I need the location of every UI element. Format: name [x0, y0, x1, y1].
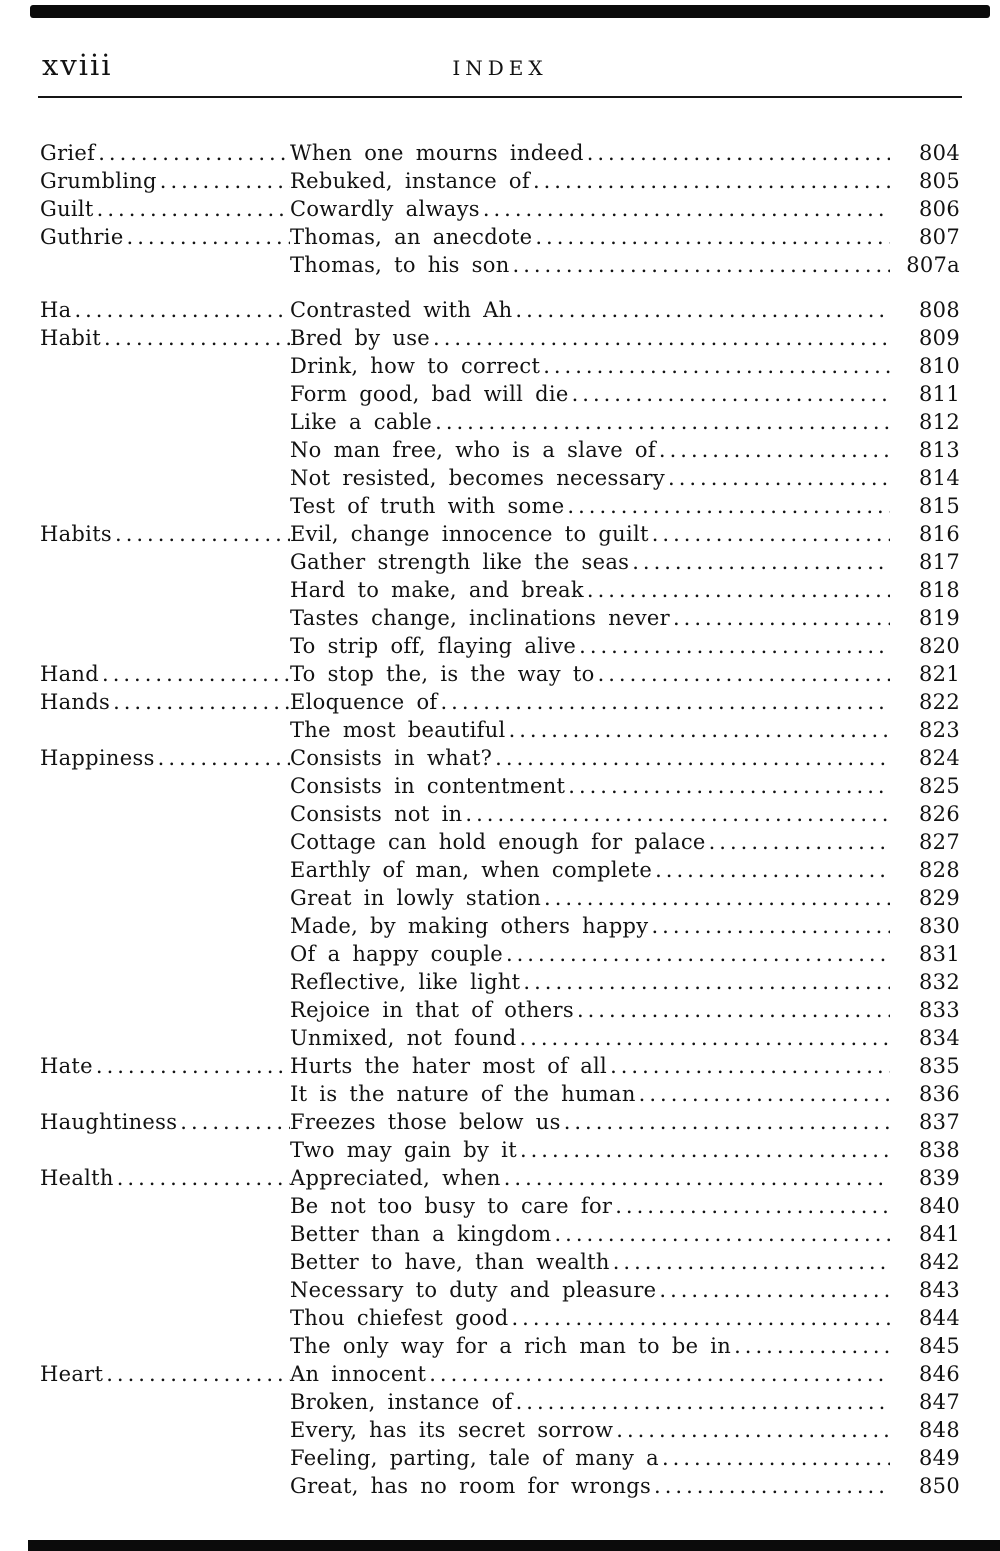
index-page-number: 824 [919, 746, 960, 770]
index-term-cell [40, 296, 290, 324]
index-desc: Two may gain by it [290, 1138, 517, 1162]
desc-leader-dots [523, 968, 890, 996]
index-desc: An innocent [290, 1362, 427, 1386]
desc-leader-dots [533, 167, 890, 195]
index-desc-cell [290, 1472, 890, 1500]
desc-leader-dots [572, 380, 890, 408]
index-desc: No man free, who is a slave of [290, 438, 656, 462]
index-page-number: 810 [919, 354, 960, 378]
index-desc: Consists in contentment [290, 774, 566, 798]
desc-leader-dots [513, 251, 890, 279]
index-desc: Like a cable [290, 410, 433, 434]
index-desc-cell [290, 1136, 890, 1164]
index-row [40, 436, 960, 464]
desc-leader-dots [506, 940, 890, 968]
desc-leader-dots [483, 195, 890, 223]
index-page-number: 817 [919, 550, 960, 574]
desc-leader-dots [668, 464, 890, 492]
index-row [40, 1108, 960, 1136]
index-desc-cell [290, 296, 890, 324]
desc-leader-dots [520, 1136, 890, 1164]
index-desc: Tastes change, inclinations never [290, 606, 670, 630]
index-desc: Rejoice in that of others [290, 998, 574, 1022]
term-leader-dots [160, 167, 290, 195]
index-term-cell [40, 139, 290, 167]
index-desc-cell [290, 1276, 890, 1304]
index-page-number: 837 [919, 1110, 960, 1134]
index-row [40, 688, 960, 716]
index-desc: Earthly of man, when complete [290, 858, 653, 882]
index-row [40, 464, 960, 492]
term-leader-dots [104, 324, 290, 352]
index-row [40, 139, 960, 167]
desc-leader-dots [654, 1472, 890, 1500]
index-row [40, 1360, 960, 1388]
index-row [40, 1444, 960, 1472]
index-desc-cell [290, 828, 890, 856]
index-page-number: 812 [919, 410, 960, 434]
page-title: INDEX [452, 56, 548, 80]
index-row [40, 380, 960, 408]
index-desc: Drink, how to correct [290, 354, 541, 378]
index-row [40, 195, 960, 223]
index-group [40, 296, 960, 1500]
index-term-cell [40, 744, 290, 772]
index-desc: Great, has no room for wrongs [290, 1474, 652, 1498]
index-desc: Gather strength like the seas [290, 550, 630, 574]
index-row [40, 772, 960, 800]
index-page-number: 848 [919, 1418, 960, 1442]
index-term: Habits [40, 522, 113, 546]
index-desc: Necessary to duty and pleasure [290, 1278, 657, 1302]
index-desc: Made, by making others happy [290, 914, 649, 938]
index-page-number: 813 [919, 438, 960, 462]
index-page-number: 822 [919, 690, 960, 714]
index-desc-cell [290, 1304, 890, 1332]
scan-artifact-top-bar [30, 5, 990, 18]
index-desc: Rebuked, instance of [290, 169, 530, 193]
index-desc: Of a happy couple [290, 942, 503, 966]
index-row [40, 1136, 960, 1164]
term-leader-dots [96, 1052, 290, 1080]
index-desc-cell [290, 167, 890, 195]
index-term: Guthrie [40, 225, 124, 249]
index-desc: Eloquence of [290, 690, 438, 714]
index-row [40, 632, 960, 660]
index-desc-cell [290, 251, 890, 279]
desc-leader-dots [659, 1276, 890, 1304]
index-group [40, 139, 960, 279]
desc-leader-dots [504, 1164, 890, 1192]
index-desc-cell [290, 1164, 890, 1192]
index-page-number: 850 [919, 1474, 960, 1498]
desc-leader-dots [577, 996, 890, 1024]
index-page-number: 849 [919, 1446, 960, 1470]
index-term: Grief [40, 141, 96, 165]
desc-leader-dots [465, 800, 890, 828]
index-desc-cell [290, 1052, 890, 1080]
index-row [40, 576, 960, 604]
desc-leader-dots [515, 296, 890, 324]
desc-leader-dots [535, 223, 890, 251]
index-desc-cell [290, 195, 890, 223]
desc-leader-dots [709, 828, 890, 856]
index-desc-cell [290, 1080, 890, 1108]
index-desc-cell [290, 436, 890, 464]
term-leader-dots [127, 223, 290, 251]
index-desc-cell [290, 604, 890, 632]
index-row [40, 296, 960, 324]
index-page-number: 823 [919, 718, 960, 742]
index-page-number: 841 [919, 1222, 960, 1246]
term-leader-dots [98, 139, 290, 167]
index-desc: Cottage can hold enough for palace [290, 830, 706, 854]
index-row [40, 324, 960, 352]
index-desc-cell [290, 716, 890, 744]
index-row [40, 1276, 960, 1304]
index-desc: To strip off, flaying alive [290, 634, 577, 658]
index-page-number: 821 [919, 662, 960, 686]
index-desc-cell [290, 940, 890, 968]
index-desc-cell [290, 464, 890, 492]
index-desc: Evil, change innocence to guilt [290, 522, 649, 546]
desc-leader-dots [662, 1444, 890, 1472]
index-page-number: 818 [919, 578, 960, 602]
index-desc-cell [290, 996, 890, 1024]
index-term: Haughtiness [40, 1110, 178, 1134]
index-row [40, 167, 960, 195]
index-row [40, 912, 960, 940]
index-desc-cell [290, 1220, 890, 1248]
index-row [40, 940, 960, 968]
index-row [40, 1388, 960, 1416]
index-desc: Great in lowly station [290, 886, 542, 910]
index-desc: Cowardly always [290, 197, 480, 221]
header-rule [38, 96, 962, 98]
desc-leader-dots [587, 139, 890, 167]
index-desc-cell [290, 744, 890, 772]
index-page-number: 832 [919, 970, 960, 994]
index-desc: Unmixed, not found [290, 1026, 517, 1050]
index-row [40, 800, 960, 828]
desc-leader-dots [639, 1080, 890, 1108]
index-desc: Broken, instance of [290, 1390, 513, 1414]
index-term-cell [40, 223, 290, 251]
desc-leader-dots [429, 1360, 890, 1388]
index-page-number: 819 [919, 606, 960, 630]
desc-leader-dots [516, 1388, 890, 1416]
index-row [40, 408, 960, 436]
index-page-number: 842 [919, 1250, 960, 1274]
desc-leader-dots [734, 1332, 890, 1360]
index-desc: Form good, bad will die [290, 382, 569, 406]
index-desc: The most beautiful [290, 718, 506, 742]
index-page-number: 830 [919, 914, 960, 938]
index-page-number: 839 [919, 1166, 960, 1190]
index-desc-cell [290, 492, 890, 520]
index-desc-cell [290, 660, 890, 688]
desc-leader-dots [659, 436, 890, 464]
desc-leader-dots [554, 1220, 890, 1248]
index-row [40, 1332, 960, 1360]
index-desc: Hurts the hater most of all [290, 1054, 608, 1078]
desc-leader-dots [655, 856, 890, 884]
index-row [40, 1220, 960, 1248]
desc-leader-dots [511, 1304, 890, 1332]
index-desc: Test of truth with some [290, 494, 565, 518]
desc-leader-dots [433, 324, 890, 352]
index-desc-cell [290, 223, 890, 251]
index-desc: Better to have, than wealth [290, 1250, 610, 1274]
index-desc-cell [290, 968, 890, 996]
index-term: Heart [40, 1362, 104, 1386]
index-desc: Consists in what? [290, 746, 493, 770]
index-page-number: 833 [919, 998, 960, 1022]
desc-leader-dots [610, 1052, 890, 1080]
index-desc: It is the nature of the human [290, 1082, 636, 1106]
desc-leader-dots [587, 576, 890, 604]
index-desc: Thomas, an anecdote [290, 225, 533, 249]
index-desc: Thomas, to his son [290, 253, 510, 277]
index-desc-cell [290, 1108, 890, 1136]
index-row [40, 856, 960, 884]
index-row [40, 1080, 960, 1108]
index-page-number: 806 [919, 197, 960, 221]
index-desc: Feeling, parting, tale of many a [290, 1446, 659, 1470]
index-page-number: 811 [919, 382, 960, 406]
index-term: Grumbling [40, 169, 157, 193]
index-desc: Better than a kingdom [290, 1222, 552, 1246]
desc-leader-dots [613, 1248, 890, 1276]
index-page-number: 838 [919, 1138, 960, 1162]
index-row [40, 1248, 960, 1276]
index-desc: Thou chiefest good [290, 1306, 509, 1330]
desc-leader-dots [651, 912, 890, 940]
index-desc: Be not too busy to care for [290, 1194, 613, 1218]
index-desc-cell [290, 380, 890, 408]
index-page-number: 805 [919, 169, 960, 193]
desc-leader-dots [509, 716, 890, 744]
index-page-number: 844 [919, 1306, 960, 1330]
index-page-number: 825 [919, 774, 960, 798]
scan-artifact-bottom-bar [28, 1540, 1000, 1551]
index-desc-cell [290, 520, 890, 548]
term-leader-dots [102, 660, 290, 688]
index-desc-cell [290, 408, 890, 436]
index-desc: Every, has its secret sorrow [290, 1418, 614, 1442]
index-page-number: 816 [919, 522, 960, 546]
index-desc: When one mourns indeed [290, 141, 584, 165]
term-leader-dots [97, 195, 290, 223]
index-desc-cell [290, 1332, 890, 1360]
index-row [40, 1164, 960, 1192]
index-row [40, 1024, 960, 1052]
index-desc-cell [290, 1192, 890, 1220]
index-desc-cell [290, 800, 890, 828]
desc-leader-dots [441, 688, 891, 716]
index-desc-cell [290, 1388, 890, 1416]
index-desc-cell [290, 688, 890, 716]
index-desc-cell [290, 856, 890, 884]
index-desc-cell [290, 139, 890, 167]
index-desc-cell [290, 1024, 890, 1052]
index-row [40, 223, 960, 251]
index-row [40, 548, 960, 576]
index-desc: Consists not in [290, 802, 463, 826]
index-desc-cell [290, 1248, 890, 1276]
desc-leader-dots [579, 632, 890, 660]
index-desc: Appreciated, when [290, 1166, 501, 1190]
desc-leader-dots [564, 1108, 890, 1136]
index-term-cell [40, 1164, 290, 1192]
index-term: Habit [40, 326, 101, 350]
index-row [40, 1472, 960, 1500]
term-leader-dots [180, 1108, 290, 1136]
index-term: Happiness [40, 746, 155, 770]
index-row [40, 1192, 960, 1220]
index-desc-cell [290, 1444, 890, 1472]
index-page-number: 836 [919, 1082, 960, 1106]
desc-leader-dots [652, 520, 890, 548]
term-leader-dots [113, 688, 290, 716]
index-page-number: 814 [919, 466, 960, 490]
index-desc-cell [290, 576, 890, 604]
index-page-number: 826 [919, 802, 960, 826]
index-page-number: 835 [919, 1054, 960, 1078]
index-row [40, 996, 960, 1024]
index-desc-cell [290, 1416, 890, 1444]
index-page-number: 804 [919, 141, 960, 165]
index-term: Guilt [40, 197, 94, 221]
index-term-cell [40, 520, 290, 548]
index-desc: Hard to make, and break [290, 578, 584, 602]
desc-leader-dots [567, 492, 890, 520]
index-desc-cell [290, 912, 890, 940]
index-term: Hand [40, 662, 100, 686]
index-row [40, 520, 960, 548]
index-term: Hands [40, 690, 111, 714]
index-row [40, 1052, 960, 1080]
index-row [40, 352, 960, 380]
index-desc: The only way for a rich man to be in [290, 1334, 732, 1358]
index-term: Health [40, 1166, 114, 1190]
index-page-number: 809 [919, 326, 960, 350]
index-desc: Freezes those below us [290, 1110, 561, 1134]
index-row [40, 744, 960, 772]
index-term-cell [40, 167, 290, 195]
index-page-number: 834 [919, 1026, 960, 1050]
index-desc-cell [290, 324, 890, 352]
index-row [40, 968, 960, 996]
index-page-number: 829 [919, 886, 960, 910]
index-page-number: 840 [919, 1194, 960, 1218]
index-page-number: 807 [919, 225, 960, 249]
index-desc-cell [290, 1360, 890, 1388]
index-desc-cell [290, 548, 890, 576]
index-desc: Reflective, like light [290, 970, 521, 994]
desc-leader-dots [435, 408, 890, 436]
index-row [40, 1304, 960, 1332]
term-leader-dots [115, 520, 290, 548]
desc-leader-dots [615, 1192, 890, 1220]
term-leader-dots [106, 1360, 290, 1388]
index-desc-cell [290, 632, 890, 660]
term-leader-dots [74, 296, 290, 324]
index-row [40, 660, 960, 688]
index-page-number: 843 [919, 1278, 960, 1302]
index-term-cell [40, 688, 290, 716]
index-list [40, 139, 960, 1517]
index-page-number: 807a [906, 253, 960, 277]
index-page-number: 815 [919, 494, 960, 518]
desc-leader-dots [598, 660, 890, 688]
folio-number: xviii [42, 48, 113, 82]
index-term: Hate [40, 1054, 93, 1078]
index-term-cell [40, 1052, 290, 1080]
desc-leader-dots [495, 744, 890, 772]
desc-leader-dots [544, 884, 890, 912]
index-row [40, 828, 960, 856]
index-term-cell [40, 1108, 290, 1136]
index-desc-cell [290, 884, 890, 912]
desc-leader-dots [632, 548, 890, 576]
term-leader-dots [158, 744, 290, 772]
index-row [40, 492, 960, 520]
index-term: Ha [40, 298, 72, 322]
index-term-cell [40, 660, 290, 688]
index-desc: Bred by use [290, 326, 431, 350]
index-term-cell [40, 195, 290, 223]
index-desc-cell [290, 352, 890, 380]
index-row [40, 1416, 960, 1444]
index-page-number: 831 [919, 942, 960, 966]
index-page-number: 847 [919, 1390, 960, 1414]
index-row [40, 716, 960, 744]
index-desc: Contrasted with Ah [290, 298, 513, 322]
index-page-number: 820 [919, 634, 960, 658]
index-desc-cell [290, 772, 890, 800]
index-term-cell [40, 1360, 290, 1388]
desc-leader-dots [520, 1024, 890, 1052]
index-page-number: 846 [919, 1362, 960, 1386]
desc-leader-dots [673, 604, 890, 632]
term-leader-dots [117, 1164, 290, 1192]
index-page-number: 845 [919, 1334, 960, 1358]
index-row [40, 251, 960, 279]
index-page-number: 828 [919, 858, 960, 882]
index-page-number: 827 [919, 830, 960, 854]
desc-leader-dots [616, 1416, 890, 1444]
index-row [40, 884, 960, 912]
index-page-number: 808 [919, 298, 960, 322]
desc-leader-dots [543, 352, 890, 380]
index-term-cell [40, 324, 290, 352]
index-row [40, 604, 960, 632]
index-desc: To stop the, is the way to [290, 662, 595, 686]
index-desc: Not resisted, becomes necessary [290, 466, 666, 490]
desc-leader-dots [568, 772, 890, 800]
